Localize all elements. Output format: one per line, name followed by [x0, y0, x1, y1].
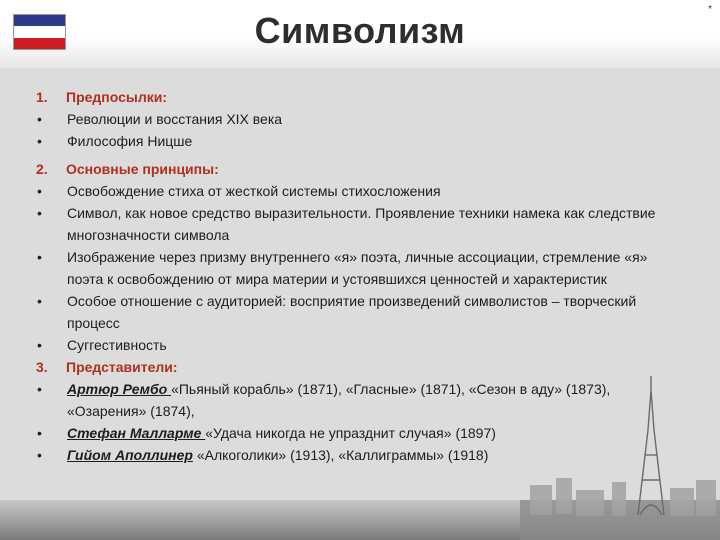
list-item: • Артюр Рембо «Пьяный корабль» (1871), «Гласные» (1871), «Сезон в аду» (1873), «Озарения» (1874),	[37, 381, 611, 419]
list-item: • Изображение через призму внутреннего «я» поэта, личные ассоциации, стремление «я» поэта к освобождению от мира материи и устоявшихся ценностей и характеристик	[37, 249, 648, 287]
list-item: • Символ, как новое средство выразительности. Проявление техники намека как следствие многозначности символа	[37, 205, 656, 243]
author-link[interactable]: Стефан Малларме	[67, 425, 206, 441]
works-text: «Алкоголики» (1913), «Каллиграммы» (1918)	[192, 447, 489, 463]
list-item: • Особое отношение с аудиторией: восприятие произведений символистов – творческий процесс	[37, 293, 637, 331]
list-item: • Философия Ницше	[37, 133, 193, 149]
author-link[interactable]: Артюр Рембо	[67, 381, 172, 397]
list-item: • Гийом Аполлинер «Алкоголики» (1913), «Каллиграммы» (1918)	[37, 447, 489, 463]
section-heading: 3. Представители:	[36, 359, 178, 375]
list-item: • Революции и восстания XIX века	[37, 111, 283, 127]
list-item: • Стефан Малларме «Удача никогда не упразднит случая» (1897)	[37, 425, 496, 441]
section-heading: 1. Предпосылки:	[36, 89, 168, 105]
slide-title: Символизм	[254, 10, 466, 51]
works-text: «Пьяный корабль» (1871), «Гласные» (1871), «Сезон в аду» (1873), «Озарения» (1874),	[67, 381, 611, 419]
works-text: «Удача никогда не упразднит случая» (1897)	[205, 425, 496, 441]
section-heading: 2. Основные принципы:	[36, 161, 219, 177]
slide-content	[36, 86, 676, 466]
list-item: • Суггестивность	[37, 337, 167, 353]
corner-mark: *	[708, 4, 712, 15]
list-item: • Освобождение стиха от жесткой системы стихосложения	[37, 183, 441, 199]
author-link[interactable]: Гийом Аполлинер	[67, 447, 193, 463]
